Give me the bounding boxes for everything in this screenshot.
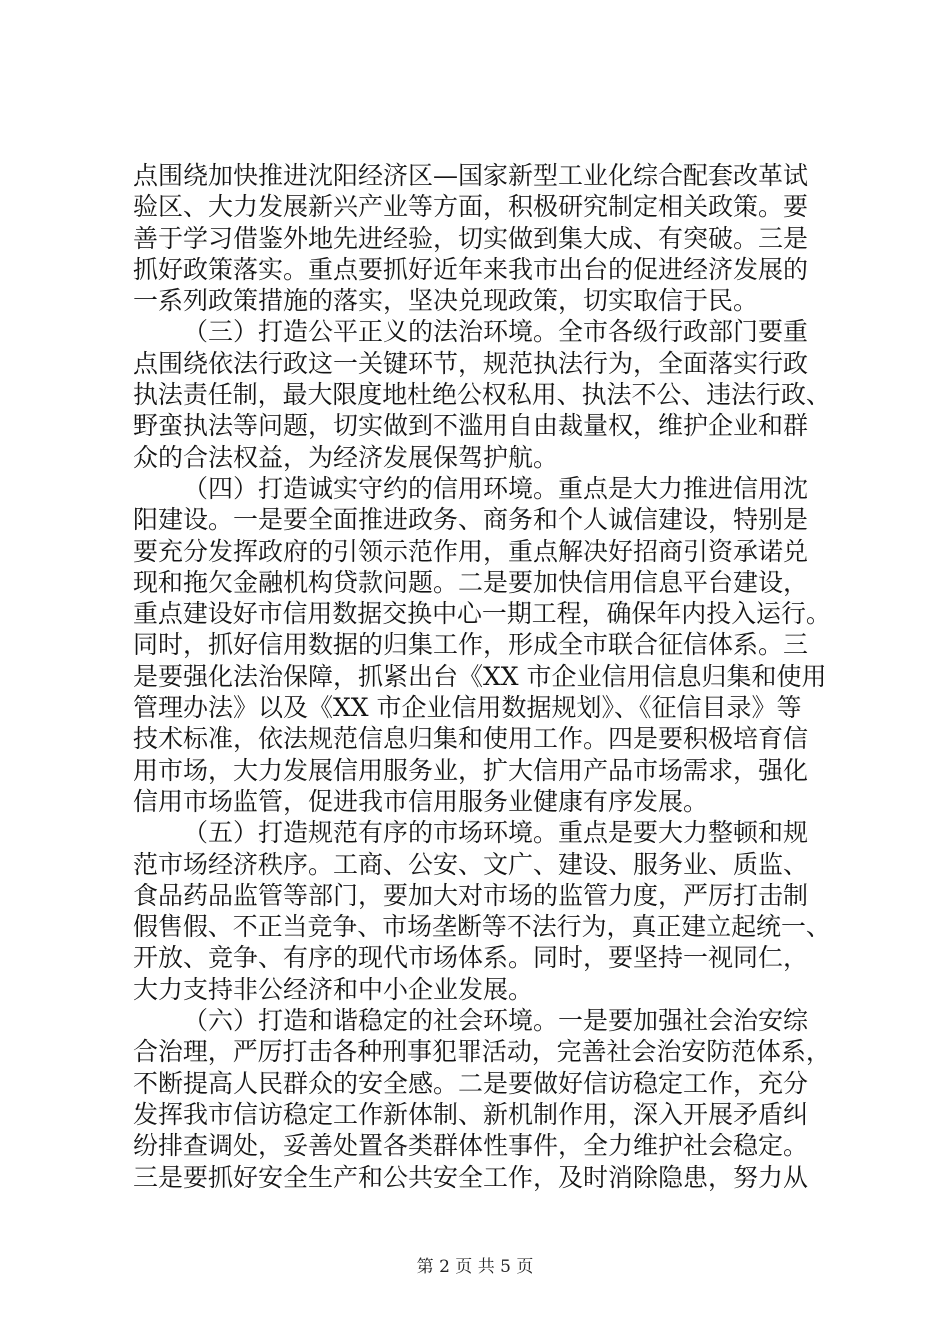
text-line: 管理办法》以及《XX 市企业信用数据规划》、《征信目录》等 xyxy=(133,693,802,723)
page-footer: 第 2 页 共 5 页 xyxy=(416,1257,534,1277)
text-line: 重点建设好市信用数据交换中心一期工程，确保年内投入运行。 xyxy=(133,599,831,629)
document-body xyxy=(133,160,831,1193)
text-line: 善于学习借鉴外地先进经验，切实做到集大成、有突破。三是 xyxy=(133,223,809,253)
text-line: 用市场，大力发展信用服务业，扩大信用产品市场需求，强化 xyxy=(133,755,809,785)
text-line: 现和拖欠金融机构贷款问题。二是要加快信用信息平台建设， xyxy=(133,567,809,597)
text-line: （四）打造诚实守约的信用环境。重点是大力推进信用沈 xyxy=(183,473,809,503)
text-line: （六）打造和谐稳定的社会环境。一是要加强社会治安综 xyxy=(183,1006,809,1036)
text-line: 不断提高人民群众的安全感。二是要做好信访稳定工作，充分 xyxy=(133,1068,809,1098)
text-line: 信用市场监管，促进我市信用服务业健康有序发展。 xyxy=(133,786,709,816)
text-line: （五）打造规范有序的市场环境。重点是要大力整顿和规 xyxy=(183,818,809,848)
text-line: 抓好政策落实。重点要抓好近年来我市出台的促进经济发展的 xyxy=(133,254,809,284)
text-line: （三）打造公平正义的法治环境。全市各级行政部门要重 xyxy=(183,317,809,347)
text-line: 同时，抓好信用数据的归集工作，形成全市联合征信体系。三 xyxy=(133,630,809,660)
text-line: 范市场经济秩序。工商、公安、文广、建设、服务业、质监、 xyxy=(133,849,809,879)
text-line: 阳建设。一是要全面推进政务、商务和个人诚信建设，特别是 xyxy=(133,505,809,535)
text-line: 点围绕加快推进沈阳经济区—国家新型工业化综合配套改革试 xyxy=(133,161,809,190)
text-line: 众的合法权益，为经济发展保驾护航。 xyxy=(133,442,559,472)
text-line: 验区、大力发展新兴产业等方面，积极研究制定相关政策。要 xyxy=(133,192,809,222)
text-line: 假售假、不正当竞争、市场垄断等不法行为，真正建立起统一、 xyxy=(133,912,831,942)
text-line: 执法责任制，最大限度地杜绝公权私用、执法不公、违法行政、 xyxy=(133,380,831,410)
text-line: 要充分发挥政府的引领示范作用，重点解决好招商引资承诺兑 xyxy=(133,536,809,566)
text-line: 大力支持非公经济和中小企业发展。 xyxy=(133,974,534,1004)
text-line: 野蛮执法等问题，切实做到不滥用自由裁量权，维护企业和群 xyxy=(133,411,809,441)
text-line: 一系列政策措施的落实，坚决兑现政策，切实取信于民。 xyxy=(133,286,759,316)
text-line: 发挥我市信访稳定工作新体制、新机制作用，深入开展矛盾纠 xyxy=(133,1099,809,1129)
text-line: 三是要抓好安全生产和公共安全工作，及时消除隐患，努力从 xyxy=(133,1162,809,1192)
text-line: 技术标准，依法规范信息归集和使用工作。四是要积极培育信 xyxy=(133,724,809,754)
text-line: 合治理，严厉打击各种刑事犯罪活动，完善社会治安防范体系， xyxy=(133,1037,831,1067)
text-line: 点围绕依法行政这一关键环节，规范执法行为，全面落实行政 xyxy=(133,348,809,378)
text-line: 是要强化法治保障，抓紧出台《XX 市企业信用信息归集和使用 xyxy=(133,661,827,691)
text-line: 开放、竞争、有序的现代市场体系。同时，要坚持一视同仁， xyxy=(133,943,809,973)
text-line: 纷排查调处，妥善处置各类群体性事件，全力维护社会稳定。 xyxy=(133,1131,809,1161)
text-line: 食品药品监管等部门，要加大对市场的监管力度，严厉打击制 xyxy=(133,880,809,910)
